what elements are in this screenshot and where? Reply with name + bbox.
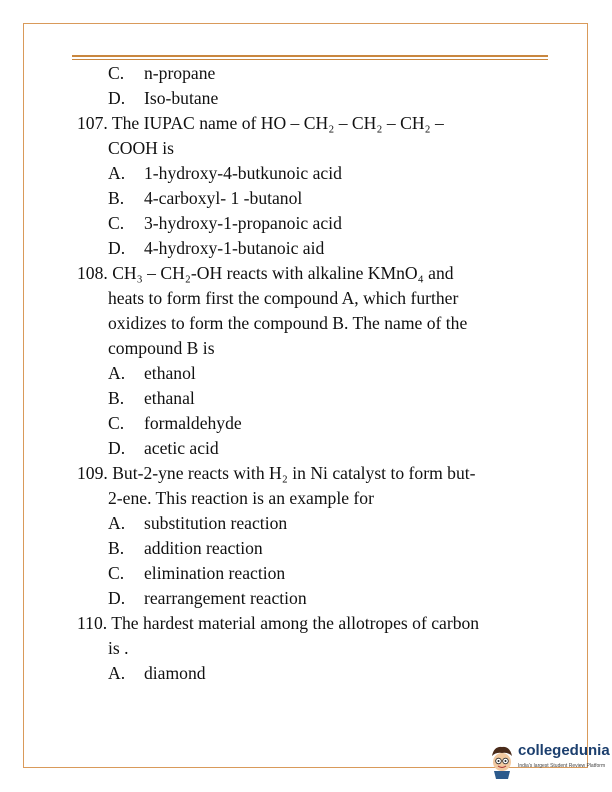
mascot-face-icon — [488, 744, 516, 780]
option-b: B. ethanal — [108, 388, 195, 408]
question-107-stem: 107. The IUPAC name of HO – CH₂ – CH₂ – CH₂ – — [77, 113, 444, 133]
question-107-stem-cont: COOH is — [108, 138, 174, 158]
brand-logo — [488, 740, 610, 786]
option-a: A. ethanol — [108, 363, 196, 383]
brand-name: collegedunia — [518, 742, 610, 759]
question-110-stem: 110. The hardest material among the allotropes of carbon — [77, 613, 480, 633]
option-d: D. rearrangement reaction — [108, 588, 307, 608]
question-109-stem-cont: 2-ene. This reaction is an example for — [108, 488, 374, 508]
option-d: D. acetic acid — [108, 438, 219, 458]
question-110-stem-cont: is . — [108, 638, 129, 658]
question-108-stem-cont: compound B is — [108, 338, 215, 358]
option-b: B. 4-carboxyl- 1 -butanol — [108, 188, 303, 208]
option-c: C. 3-hydroxy-1-propanoic acid — [108, 213, 342, 233]
option-a: A. substitution reaction — [108, 513, 288, 533]
question-108-stem-cont: oxidizes to form the compound B. The name of the — [108, 313, 468, 333]
option-a: A. diamond — [108, 663, 206, 683]
option-b: B. addition reaction — [108, 538, 263, 558]
option-c: C. elimination reaction — [108, 563, 286, 583]
brand-tagline: India's largest Student Review Platform — [518, 763, 606, 769]
option-a: A. 1-hydroxy-4-butkunoic acid — [108, 163, 342, 183]
option-d: D. Iso-butane — [108, 88, 219, 108]
question-108-stem-cont: heats to form first the compound A, which further — [108, 288, 459, 308]
question-109-stem: 109. But-2-yne reacts with H₂ in Ni catalyst to form but- — [77, 463, 476, 483]
header-rule-thin — [72, 59, 548, 60]
option-c: C. formaldehyde — [108, 413, 242, 433]
footer-rule — [23, 767, 488, 768]
option-d: D. 4-hydroxy-1-butanoic aid — [108, 238, 325, 258]
header-rule — [72, 55, 548, 57]
option-c: C. n-propane — [108, 63, 216, 83]
question-108-stem: 108. CH₃ – CH₂-OH reacts with alkaline KMnO₄ and — [77, 263, 454, 283]
